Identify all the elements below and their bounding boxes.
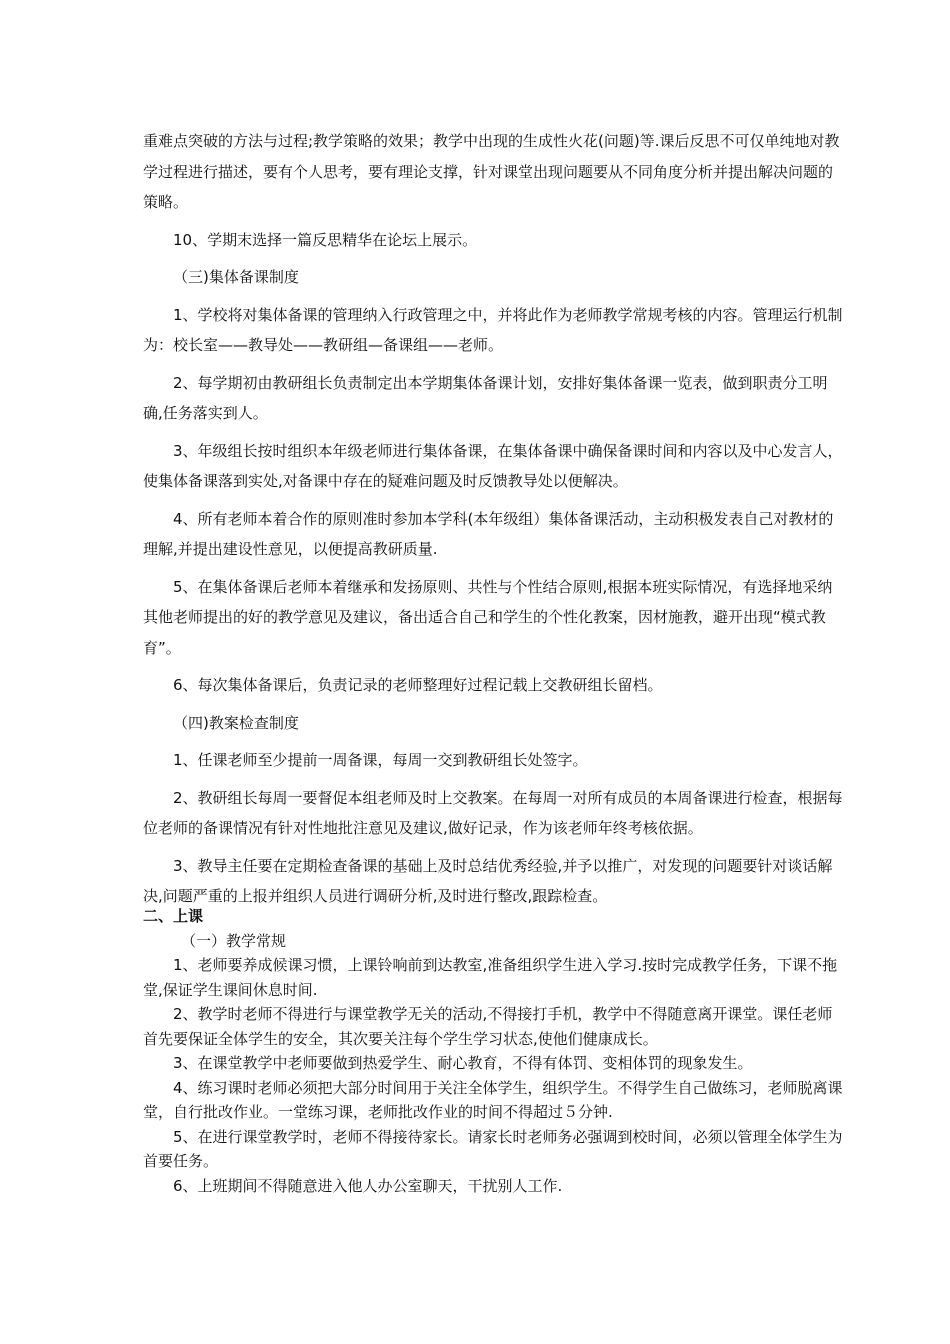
collective-prep-item: 5、在集体备课后老师本着继承和发扬原则、共性与个性结合原则,根据本班实际情况，有选择地采纳其他老师提出的好的教学意见及建议，备出适合自己和学生的个性化教案，因材施教，避开出现“模式教育”。 bbox=[143, 577, 833, 657]
teaching-routine-item: 1、老师要养成候课习惯，上课铃响前到达教室,准备组织学生进入学习.按时完成教学任务，下课不拖堂,保证学生课间休息时间. bbox=[143, 956, 838, 999]
collective-prep-item: 1、学校将对集体备课的管理纳入行政管理之中，并将此作为老师教学常规考核的内容。管理运行机制为：校长室——教导处——教研组—备课组——老师。 bbox=[143, 305, 843, 354]
lesson-plan-check-item: 3、教导主任要在定期检查备课的基础上及时总结优秀经验,并予以推广，对发现的问题要针对谈话解决,问题严重的上报并组织人员进行调研分析,及时进行整改,跟踪检查。 bbox=[143, 856, 833, 905]
teaching-routine-item: 3、在课堂教学中老师要做到热爱学生、耐心教育，不得有体罚、变相体罚的现象发生。 bbox=[173, 1054, 753, 1072]
collective-prep-item: 2、每学期初由教研组长负责制定出本学期集体备课计划，安排好集体备课一览表，做到职责分工明确,任务落实到人。 bbox=[143, 373, 828, 422]
section-heading: 二、上课 bbox=[143, 907, 204, 925]
collective-prep-item: 6、每次集体备课后，负责记录的老师整理好过程记载上交教研组长留档。 bbox=[173, 676, 663, 694]
teaching-routine-item: 4、练习课时老师必须把大部分时间用于关注全体学生，组织学生。不得学生自己做练习，老师脱离课堂，自行批改作业。一堂练习课，老师批改作业的时间不得超过５分钟. bbox=[143, 1078, 843, 1121]
lesson-plan-check-title: （四)教案检查制度 bbox=[173, 713, 299, 732]
collective-prep-item: 4、所有老师本着合作的原则准时参加本学科(本年级组）集体备课活动，主动积极发表自己对教材的理解,并提出建设性意见，以便提高教研质量. bbox=[143, 509, 834, 558]
teaching-routine-item: 5、在进行课堂教学时，老师不得接待家长。请家长时老师务必强调到校时间，必须以管理全体学生为首要任务。 bbox=[143, 1127, 843, 1170]
collective-prep-title: （三)集体备课制度 bbox=[173, 268, 299, 286]
reflection-paragraph: 重难点突破的方法与过程;教学策略的效果；教学中出现的生成性火花(问题)等.课后反思不可仅单纯地对教学过程进行描述，要有个人思考，要有理论支撑，针对课堂出现问题要从不同角度分析并提出解决问题的策略。 bbox=[143, 132, 840, 211]
collective-prep-item: 3、年级组长按时组织本年级老师进行集体备课，在集体备课中确保备课时间和内容以及中心发言人，使集体备课落到实处,对备课中存在的疑难问题及时反馈教导处以便解决。 bbox=[143, 441, 843, 490]
lesson-plan-check-item: 1、任课老师至少提前一周备课，每周一交到教研组长处签字。 bbox=[173, 751, 588, 769]
reflection-item-10: 10、学期末选择一篇反思精华在论坛上展示。 bbox=[173, 230, 478, 249]
teaching-section bbox=[143, 904, 843, 1198]
teaching-routine-title: （一）教学常规 bbox=[181, 931, 287, 950]
lesson-plan-check-item: 2、教研组长每周一要督促本组老师及时上交教案。在每周一对所有成员的本周备课进行检查，根据每位老师的备课情况有针对性地批注意见及建议,做好记录，作为该老师年终考核依据。 bbox=[143, 788, 843, 837]
teaching-routine-item: 2、教学时老师不得进行与课堂教学无关的活动,不得接打手机，教学中不得随意离开课堂。课任老师首先要保证全体学生的安全，其次要关注每个学生学习状态,使他们健康成长。 bbox=[143, 1005, 833, 1048]
lesson-prep-section bbox=[143, 126, 843, 912]
teaching-routine-item: 6、上班期间不得随意进入他人办公室聊天，干扰别人工作. bbox=[173, 1176, 563, 1195]
